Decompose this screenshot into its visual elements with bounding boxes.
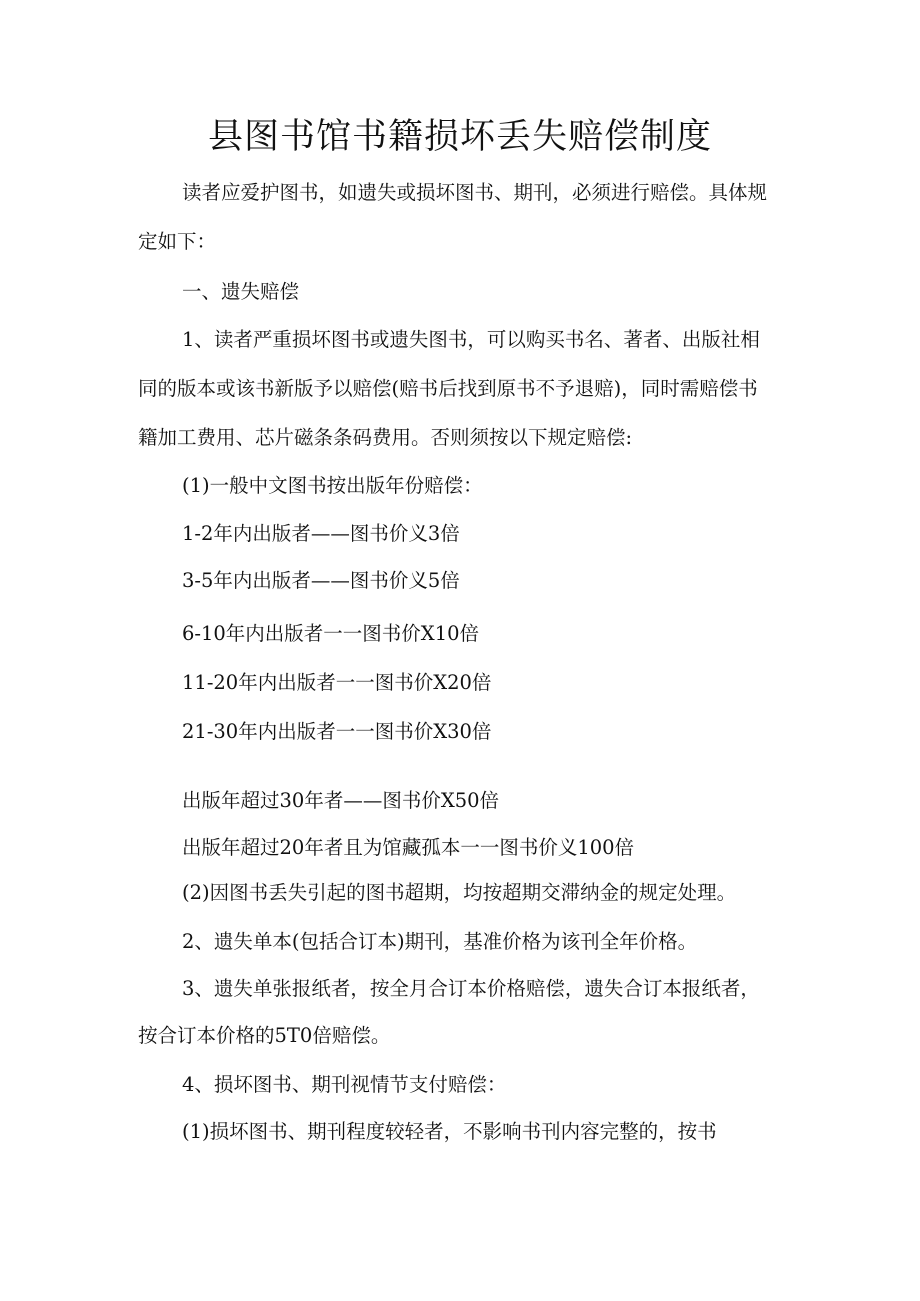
section-heading-loss: 一、遗失赔偿 <box>182 280 300 303</box>
sub-clause-1: (1)一般中文图书按出版年份赔偿： <box>182 474 483 497</box>
clause-3-line-2: 按合订本价格的5T0倍赔偿。 <box>138 1024 391 1047</box>
sub-clause-4-1: (1)损坏图书、期刊程度较轻者，不影响书刊内容完整的，按书 <box>182 1120 717 1143</box>
rate-line-11-20: 11-20年内出版者一一图书价X20倍 <box>182 671 492 694</box>
rate-line-21-30: 21-30年内出版者一一图书价X30倍 <box>182 720 492 743</box>
sub-clause-2: (2)因图书丢失引起的图书超期，均按超期交滞纳金的规定处理。 <box>182 881 737 904</box>
clause-3-line-1: 3、遗失单张报纸者，按全月合订本价格赔偿，遗失合订本报纸者， <box>182 977 760 1000</box>
intro-line-2: 定如下： <box>138 230 217 253</box>
clause-1-line-3: 籍加工费用、芯片磁条条码费用。否则须按以下规定赔偿: <box>138 426 633 449</box>
rate-line-rare: 出版年超过20年者且为馆藏孤本一一图书价义100倍 <box>182 836 635 859</box>
clause-1-line-1: 1、读者严重损坏图书或遗失图书，可以购买书名、著者、出版社相 <box>182 328 760 351</box>
document-title: 县图书馆书籍损坏丢失赔偿制度 <box>207 117 712 157</box>
rate-line-3-5: 3-5年内出版者——图书价义5倍 <box>182 569 460 592</box>
rate-line-6-10: 6-10年内出版者一一图书价X10倍 <box>182 622 480 645</box>
intro-line-1: 读者应爱护图书，如遗失或损坏图书、期刊，必须进行赔偿。具体规 <box>182 181 768 204</box>
rate-line-1-2: 1-2年内出版者——图书价义3倍 <box>182 522 460 545</box>
clause-4: 4、损坏图书、期刊视情节支付赔偿： <box>182 1073 507 1096</box>
clause-2: 2、遗失单本(包括合订本)期刊，基准价格为该刊全年价格。 <box>182 930 698 953</box>
clause-1-line-2: 同的版本或该书新版予以赔偿(赔书后找到原书不予退赔)，同时需赔偿书 <box>138 377 758 400</box>
rate-line-over-30: 出版年超过30年者——图书价X50倍 <box>182 789 500 812</box>
